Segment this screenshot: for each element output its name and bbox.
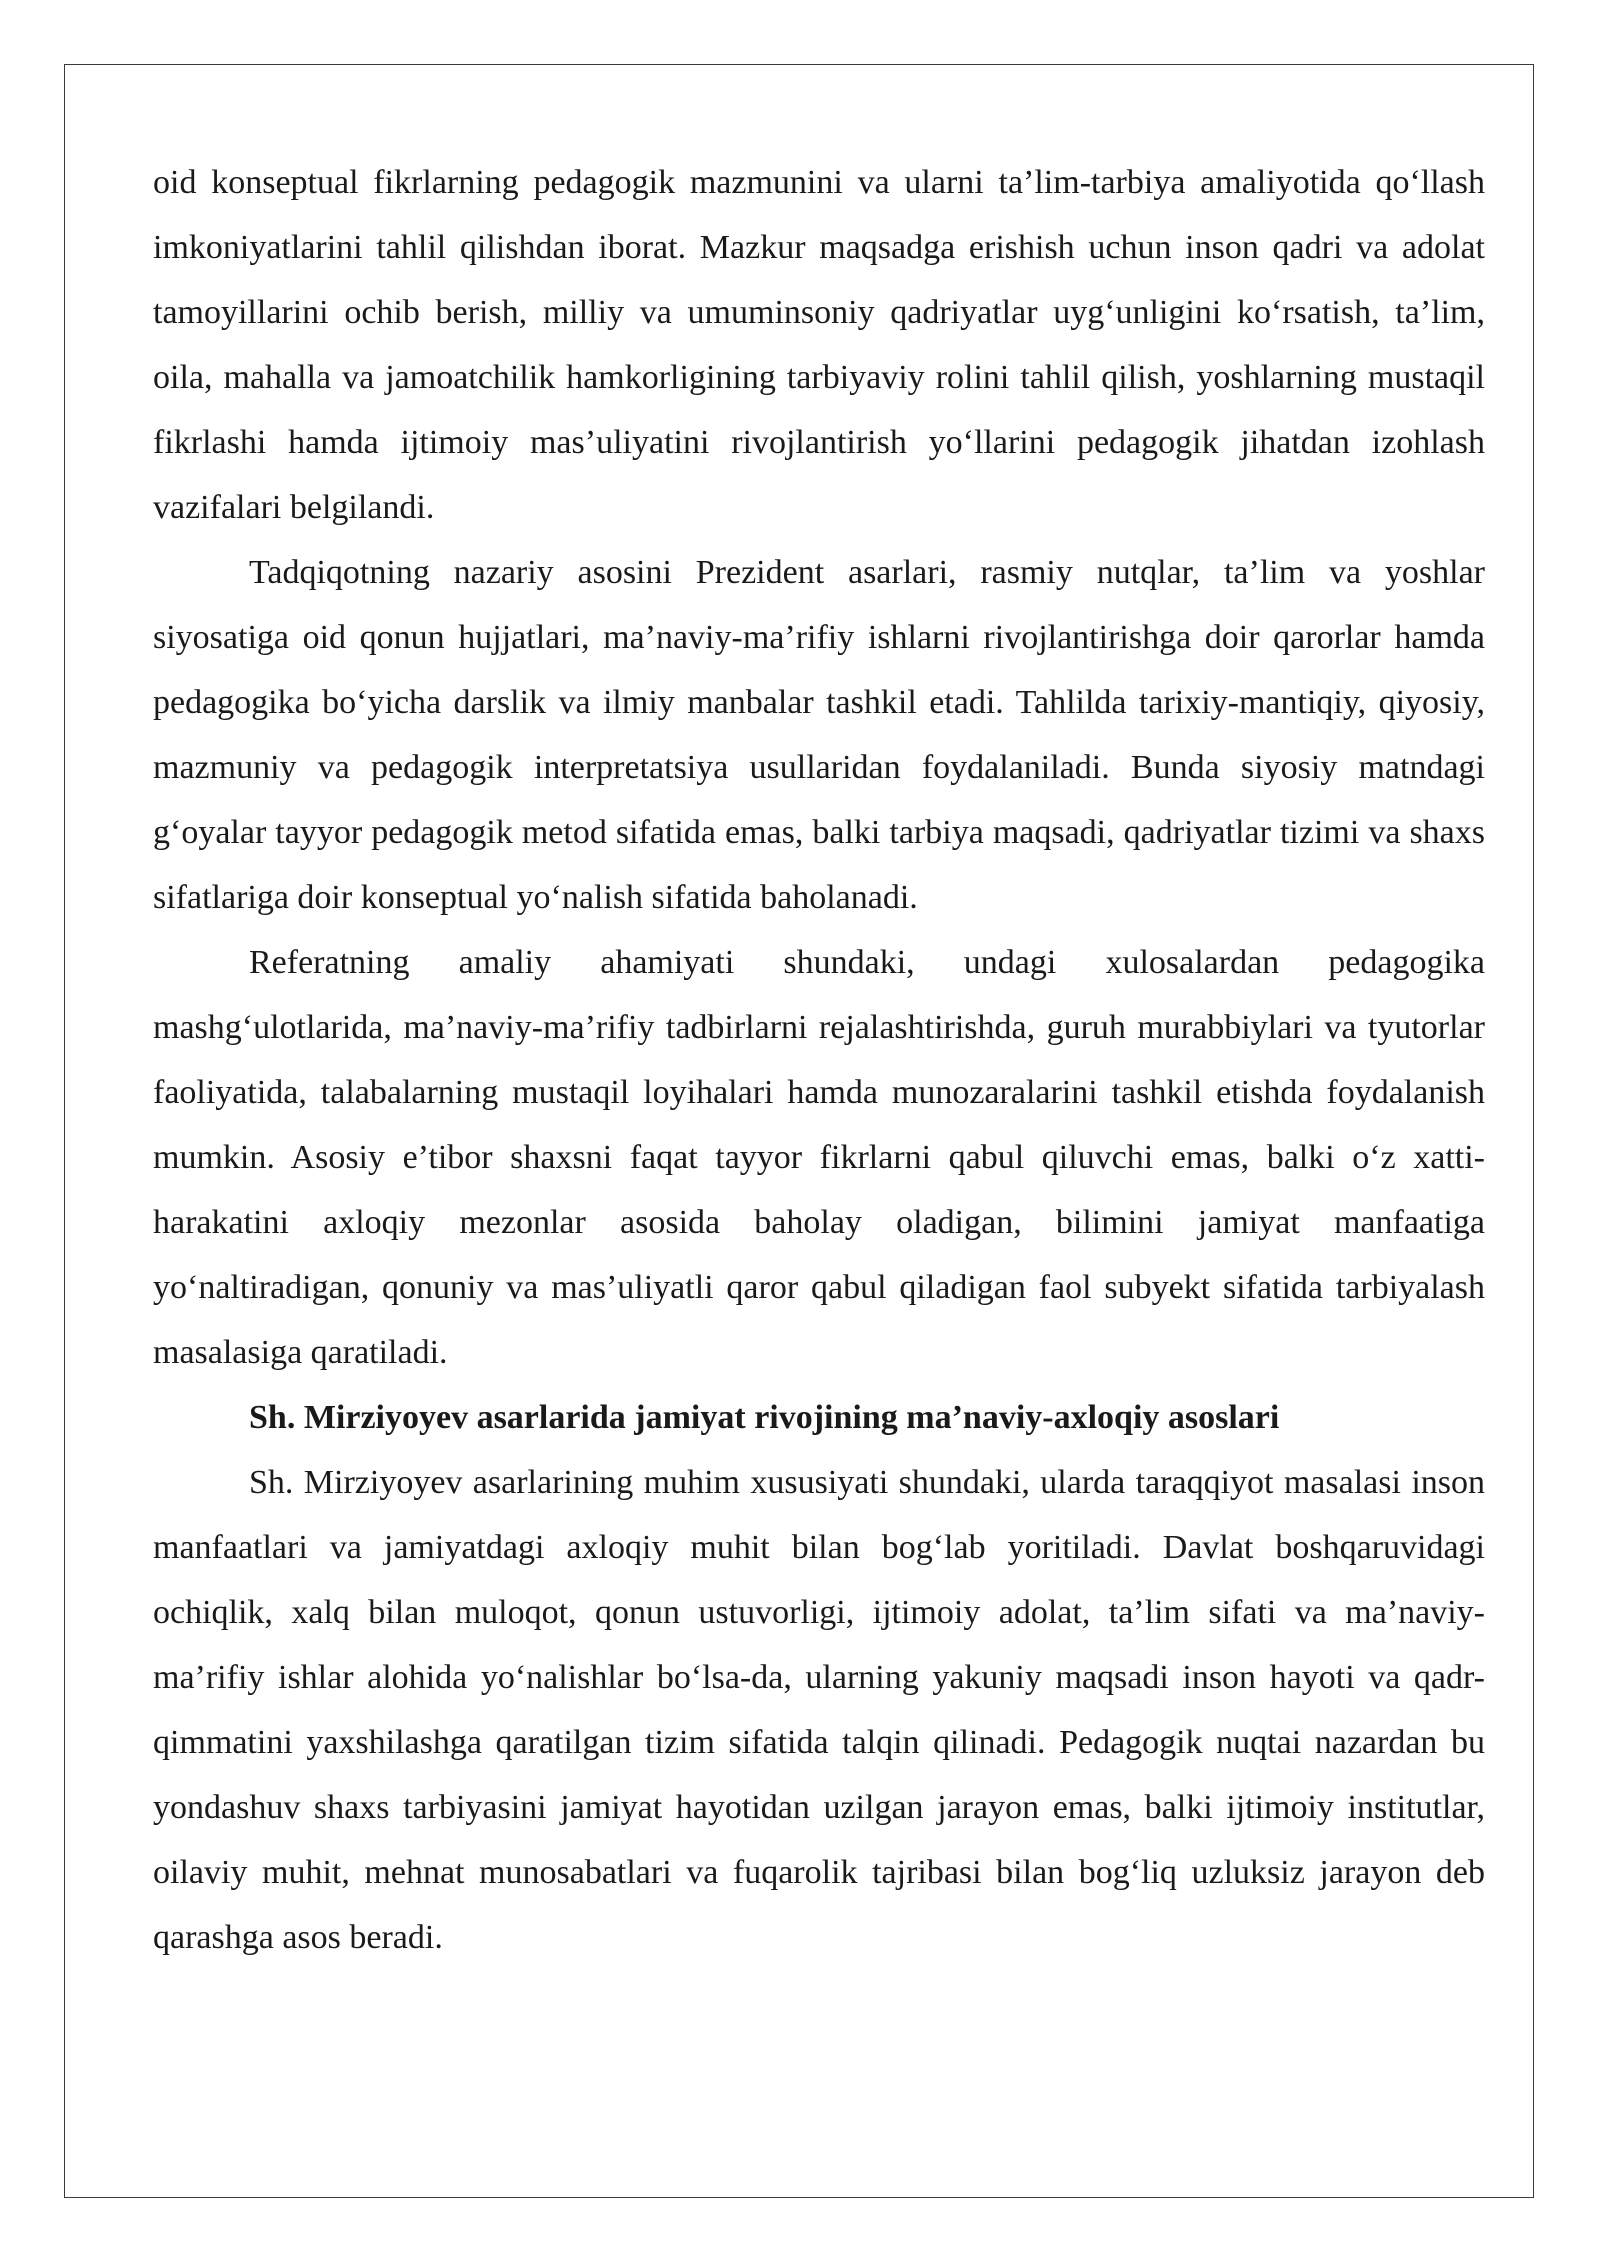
section-heading: Sh. Mirziyoyev asarlarida jamiyat rivojining ma’naviy-axloqiy asoslari bbox=[249, 1399, 1280, 1436]
document-body bbox=[153, 150, 1485, 1970]
paragraph-practical-significance: Referatning amaliy ahamiyati shundaki, undagi xulosalardan pedagogika mashg‘ulotlarida, ma’naviy-ma’rifiy tadbirlarni rejalashtirishda, guruh murabbiylari va tyutorlar faoliyatida, talabalarning mustaqil loyihalari hamda munozaralarini tashkil etishda foydalanish mumkin. Asosiy e’tibor shaxsni faqat tayyor fikrlarni qabul qiluvchi emas, balki o‘z xatti-harakatini axloqiy mezonlar asosida baholay oladigan, bilimini jamiyat manfaatiga yo‘naltiradigan, qonuniy va mas’uliyatli qaror qabul qiladigan faol subyekt sifatida tarbiyalash masalasiga qaratiladi. bbox=[153, 944, 1485, 1371]
paragraph-theoretical-basis: Tadqiqotning nazariy asosini Prezident asarlari, rasmiy nutqlar, ta’lim va yoshlar siyosatiga oid qonun hujjatlari, ma’naviy-ma’rifiy ishlarni rivojlantirishga doir qarorlar hamda pedagogika bo‘yicha darslik va ilmiy manbalar tashkil etadi. Tahlilda tarixiy-mantiqiy, qiyosiy, mazmuniy va pedagogik interpretatsiya usullaridan foydalaniladi. Bunda siyosiy matndagi g‘oyalar tayyor pedagogik metod sifatida emas, balki tarbiya maqsadi, qadriyatlar tizimi va shaxs sifatlariga doir konseptual yo‘nalish sifatida baholanadi. bbox=[153, 554, 1485, 916]
paragraph-section-intro: Sh. Mirziyoyev asarlarining muhim xususiyati shundaki, ularda taraqqiyot masalasi inson manfaatlari va jamiyatdagi axloqiy muhit bilan bog‘lab yoritiladi. Davlat boshqaruvidagi ochiqlik, xalq bilan muloqot, qonun ustuvorligi, ijtimoiy adolat, ta’lim sifati va ma’naviy-ma’rifiy ishlar alohida yo‘nalishlar bo‘lsa-da, ularning yakuniy maqsadi inson hayoti va qadr-qimmatini yaxshilashga qaratilgan tizim sifatida talqin qilinadi. Pedagogik nuqtai nazardan bu yondashuv shaxs tarbiyasini jamiyat hayotidan uzilgan jarayon emas, balki ijtimoiy institutlar, oilaviy muhit, mehnat munosabatlari va fuqarolik tajribasi bilan bog‘liq uzluksiz jarayon deb qarashga asos beradi. bbox=[153, 1464, 1485, 1956]
paragraph-continuation: oid konseptual fikrlarning pedagogik mazmunini va ularni ta’lim-tarbiya amaliyotida qo‘llash imkoniyatlarini tahlil qilishdan iborat. Mazkur maqsadga erishish uchun inson qadri va adolat tamoyillarini ochib berish, milliy va umuminsoniy qadriyatlar uyg‘unligini ko‘rsatish, ta’lim, oila, mahalla va jamoatchilik hamkorligining tarbiyaviy rolini tahlil qilish, yoshlarning mustaqil fikrlashi hamda ijtimoiy mas’uliyatini rivojlantirish yo‘llarini pedagogik jihatdan izohlash vazifalari belgilandi. bbox=[153, 164, 1485, 526]
